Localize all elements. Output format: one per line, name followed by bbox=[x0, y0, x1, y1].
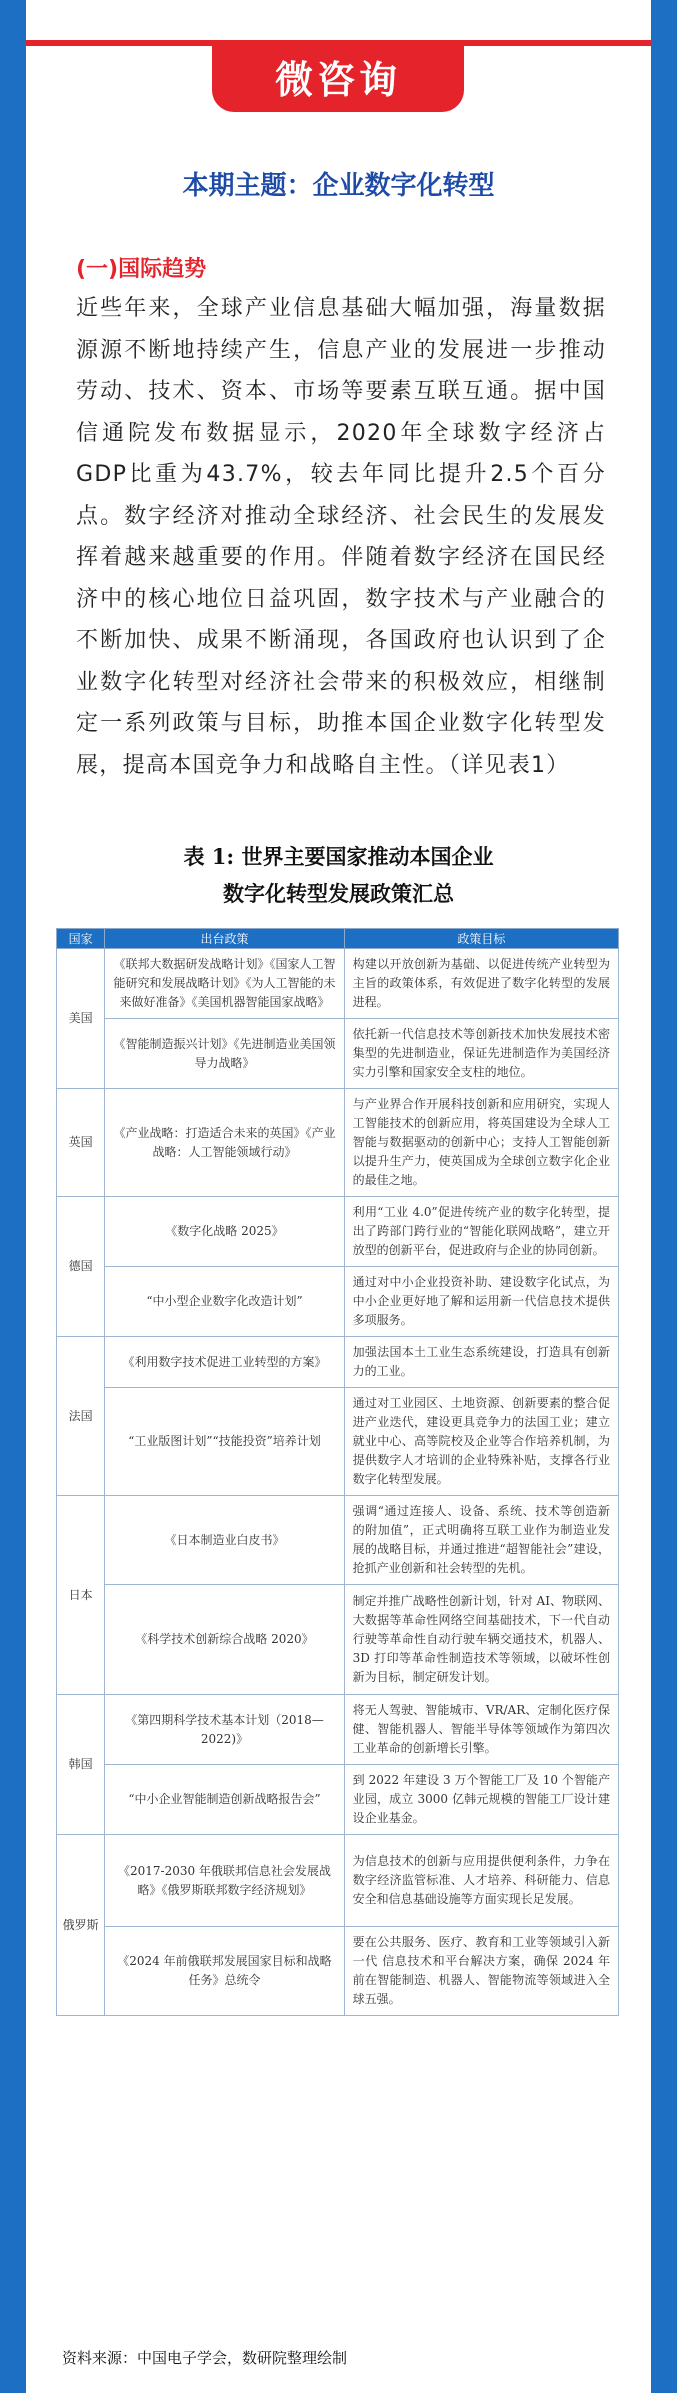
goal-cell: 将无人驾驶、智能城市、VR/AR、定制化医疗保健、智能机器人、智能半导体等领域作为第四次工业革命的创新增长引擎。 bbox=[344, 1695, 618, 1765]
right-border bbox=[651, 0, 677, 2393]
table-row bbox=[57, 1835, 619, 1927]
policy-cell: 《科学技术创新综合战略 2020》 bbox=[105, 1585, 344, 1695]
goal-cell: 为信息技术的创新与应用提供便利条件，力争在数字经济监管标准、人才培养、科研能力、信息安全和信息基础设施等方面实现长足发展。 bbox=[344, 1835, 618, 1927]
table-row bbox=[57, 1585, 619, 1695]
table-row bbox=[57, 1927, 619, 2016]
policy-cell: 《2024 年前俄联邦发展国家目标和战略任务》总统令 bbox=[105, 1927, 344, 2016]
goal-cell: 构建以开放创新为基础、以促进传统产业转型为主旨的政策体系，有效促进了数字化转型的发展进程。 bbox=[344, 949, 618, 1019]
country-cell: 美国 bbox=[57, 949, 105, 1089]
goal-cell: 利用“工业 4.0”促进传统产业的数字化转型，提出了跨部门跨行业的“智能化联网战略”，建立开放型的创新平台，促进政府与企业的协同创新。 bbox=[344, 1197, 618, 1267]
country-cell: 日本 bbox=[57, 1496, 105, 1695]
header-goal: 政策目标 bbox=[344, 929, 618, 949]
table-caption-line2: 数字化转型发展政策汇总 bbox=[223, 881, 454, 906]
policy-cell: 《联邦大数据研发战略计划》《国家人工智能研究和发展战略计划》《为人工智能的未来做好准备》《美国机器智能国家战略》 bbox=[105, 949, 344, 1019]
header-policy: 出台政策 bbox=[105, 929, 344, 949]
header-title: 微咨询 bbox=[274, 57, 401, 102]
country-cell: 德国 bbox=[57, 1197, 105, 1337]
goal-cell: 与产业界合作开展科技创新和应用研究，实现人工智能技术的创新应用，将英国建设为全球人工智能与数据驱动的创新中心；支持人工智能创新以提升生产力，使英国成为全球创立数字化企业的最佳之地。 bbox=[344, 1089, 618, 1197]
table-row bbox=[57, 1765, 619, 1835]
goal-cell: 到 2022 年建设 3 万个智能工厂及 10 个智能产业园，成立 3000 亿韩元规模的智能工厂设计建设企业基金。 bbox=[344, 1765, 618, 1835]
table-row bbox=[57, 949, 619, 1019]
table-caption bbox=[0, 838, 677, 912]
goal-cell: 通过对工业园区、土地资源、创新要素的整合促进产业迭代，建设更具竞争力的法国工业；建立就业中心、高等院校及企业等合作培养机制，为提供数字人才培训的企业特殊补贴，支撑各行业数字化转型发展。 bbox=[344, 1388, 618, 1496]
table-row bbox=[57, 1388, 619, 1496]
goal-cell: 要在公共服务、医疗、教育和工业等领域引入新一代 信息技术和平台解决方案，确保 2024 年前在智能制造、机器人、智能物流等领域进入全球五强。 bbox=[344, 1927, 618, 2016]
table-row bbox=[57, 1496, 619, 1585]
policy-cell: 《日本制造业白皮书》 bbox=[105, 1496, 344, 1585]
policy-cell: “工业版图计划”“技能投资”培养计划 bbox=[105, 1388, 344, 1496]
policy-table bbox=[56, 928, 619, 2016]
header-country: 国家 bbox=[57, 929, 105, 949]
country-cell: 俄罗斯 bbox=[57, 1835, 105, 2016]
country-cell: 韩国 bbox=[57, 1695, 105, 1835]
goal-cell: 强调“通过连接人、设备、系统、技术等创造新的附加值”，正式明确将互联工业作为制造业发展的战略目标，并通过推进“超智能社会”建设，抢抓产业创新和社会转型的先机。 bbox=[344, 1496, 618, 1585]
goal-cell: 制定并推广战略性创新计划，针对 AI、物联网、大数据等革命性网络空间基础技术，下一代自动行驶等革命性自动行驶车辆交通技术，机器人、3D 打印等革命性制造技术等领域，以破坏性创新为目标，制定研发计划。 bbox=[344, 1585, 618, 1695]
left-border bbox=[0, 0, 26, 2393]
intro-paragraph: 近些年来，全球产业信息基础大幅加强，海量数据源源不断地持续产生，信息产业的发展进一步推动劳动、技术、资本、市场等要素互联互通。据中国信通院发布数据显示，2020年全球数字经济占GDP比重为43.7%，较去年同比提升2.5个百分点。数字经济对推动全球经济、社会民生的发展发挥着越来越重要的作用。伴随着数字经济在国民经济中的核心地位日益巩固，数字技术与产业融合的不断加快、成果不断涌现，各国政府也认识到了企业数字化转型对经济社会带来的积极效应，相继制定一系列政策与目标，助推本国企业数字化转型发展，提高本国竞争力和战略自主性。（详见表1） bbox=[76, 296, 606, 778]
policy-cell: 《利用数字技术促进工业转型的方案》 bbox=[105, 1337, 344, 1388]
policy-cell: 《2017-2030 年俄联邦信息社会发展战略》《俄罗斯联邦数字经济规划》 bbox=[105, 1835, 344, 1927]
policy-cell: 《智能制造振兴计划》《先进制造业美国领导力战略》 bbox=[105, 1019, 344, 1089]
goal-cell: 通过对中小企业投资补助、建设数字化试点，为中小企业更好地了解和运用新一代信息技术提供多项服务。 bbox=[344, 1267, 618, 1337]
table-row bbox=[57, 1197, 619, 1267]
source-note: 资料来源：中国电子学会，数研院整理绘制 bbox=[62, 2349, 348, 2367]
table-row bbox=[57, 1695, 619, 1765]
goal-cell: 加强法国本土工业生态系统建设，打造具有创新力的工业。 bbox=[344, 1337, 618, 1388]
policy-cell: “中小型企业数字化改造计划” bbox=[105, 1267, 344, 1337]
policy-cell: 《数字化战略 2025》 bbox=[105, 1197, 344, 1267]
table-row bbox=[57, 1267, 619, 1337]
country-cell: 法国 bbox=[57, 1337, 105, 1496]
header-tab bbox=[212, 40, 464, 112]
policy-cell: 《产业战略：打造适合未来的英国》《产业战略：人工智能领域行动》 bbox=[105, 1089, 344, 1197]
table-caption-line1: 表 1: 世界主要国家推动本国企业 bbox=[183, 844, 494, 869]
policy-cell: “中小企业智能制造创新战略报告会” bbox=[105, 1765, 344, 1835]
country-cell: 英国 bbox=[57, 1089, 105, 1197]
table-row bbox=[57, 1337, 619, 1388]
section-title: (一)国际趋势 bbox=[76, 257, 207, 282]
policy-cell: 《第四期科学技术基本计划（2018—2022)》 bbox=[105, 1695, 344, 1765]
table-row bbox=[57, 1019, 619, 1089]
table-row bbox=[57, 1089, 619, 1197]
table-header-row bbox=[57, 929, 619, 949]
goal-cell: 依托新一代信息技术等创新技术加快发展技术密集型的先进制造业，保证先进制造作为美国经济实力引擎和国家安全支柱的地位。 bbox=[344, 1019, 618, 1089]
page-title: 本期主题：企业数字化转型 bbox=[182, 171, 495, 201]
